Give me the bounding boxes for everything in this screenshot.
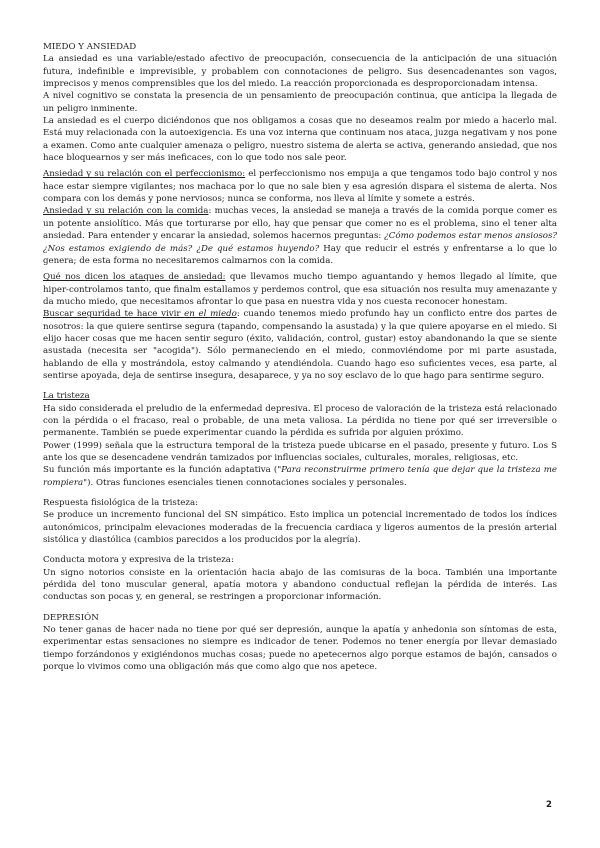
section-title-tristeza: La tristeza: [43, 391, 90, 402]
section-title-conducta-motora: Conducta motora y expresiva de la tristeza:: [43, 555, 234, 566]
paragraph: Power (1999) señala que la estructura temporal de la tristeza puede ubicarse en el pasado, presente y futuro. Los S ante los que se desencadene vendrán tamizados por influencias sociales, culturales, morales, religiosas, etc.: [43, 440, 557, 463]
section-title-respuesta-fisiologica: Respuesta fisiológica de la tristeza:: [43, 498, 199, 509]
page-number: 2: [546, 800, 552, 810]
paragraph: Un signo notorios consiste en la orientación hacia abajo de las comisuras de la boca. También una importante pérdida del tono muscular general, apatía motora y abandono conductual reflejan la pérdida de interés. Las conductas son pocas y, en general, se restringen a proporcionar información.: [43, 567, 557, 603]
paragraph: Se produce un incremento funcional del SN simpático. Esto implica un potencial incrementado de todos los índices autonómicos, principalm elevaciones moderadas de la frecuencia cardiaca y ligeros aumentos de la presión arterial sistólica y diastólica (cambios parecidos a los producidos por la alegría).: [43, 510, 557, 546]
paragraph-ataques: Qué nos dicen los ataques de ansiedad: que llevamos mucho tiempo aguantando y hemos llegado al límite, que hiper-controlamos tanto, que finalm estallamos y perdemos control, que esa situación nos resulta muy amenazante y da mucho miedo, que necesitamos afrontar lo que pasa en nuestra vida y nos cuesta reconocer honestam.: [43, 272, 557, 307]
paragraph: Su función más importante es la función adaptativa ("Para reconstruirme primero tenía que dejar que la tristeza me rompiera"). Otras funciones esenciales tienen connotaciones sociales y personales.: [43, 465, 557, 488]
subheading-perfeccionismo: Ansiedad y su relación con el perfeccionismo:: [43, 169, 246, 180]
paragraph: La ansiedad es el cuerpo diciéndonos que nos obligamos a cosas que no deseamos realm por miedo a hacerlo mal. Está muy relacionada con la autoexigencia. Es una voz interna que continuam nos ataca, juzga negativam y nos pone a examen. Como ante cualquier amenaza o peligro, nuestro sistema de alerta se activa, generando ansiedad, que nos hace bloquearnos y ser más ineficaces, con lo que todo nos sale peor.: [43, 116, 557, 164]
paragraph: La ansiedad es una variable/estado afectivo de preocupación, consecuencia de la anticipación de una situación futura, indefinible e imprevisible, y probablem con connotaciones de peligro. Sus desencadenantes son vagos, imprecisos y menos comprensibles que los del miedo. La reacción proporcionada es desproporcionadam intensa.: [43, 54, 557, 90]
subheading-ataques: Qué nos dicen los ataques de ansiedad:: [43, 272, 226, 283]
document-page: [43, 41, 557, 674]
paragraph: Ha sido considerada el preludio de la enfermedad depresiva. El proceso de valoración de la tristeza está relacionado con la pérdida o el fracaso, real o probable, de una meta valiosa. La pérdida no tiene por qué ser irreversible o permanente. También se puede experimentar cuando la pérdida es sufrida por alguien próximo.: [43, 403, 557, 439]
paragraph-perfeccionismo: Ansiedad y su relación con el perfeccionismo: el perfeccionismo nos empuja a que tengamos todo bajo control y nos hace estar siempre vigilantes; nos machaca por lo que no sale bien y esa agresión dispara el sistema de alerta. Nos compara con los demás y pone nerviosos; nunca se conforma, nos lleva al límite y somete a estrés.: [43, 169, 557, 205]
paragraph-comida: Ansiedad y su relación con la comida: muchas veces, la ansiedad se maneja a través de la comida porque comer es un potente ansiolítico. Más que torturarse por ello, hay que pensar que comer no es el problema, sino el tener alta ansiedad. Para entender y encarar la ansiedad, solemos hacernos preguntas: ¿Cómo podemos estar menos ansiosos? ¿Nos estamos exigiendo de más? ¿De qué estamos huyendo? Hay que reducir el estrés y enfrentarse a lo que lo genera; de esta forma no necesitaremos calmarnos con la comida.: [43, 206, 558, 266]
section-title-miedo-ansiedad: MIEDO Y ANSIEDAD: [43, 42, 137, 52]
section-title-depresion: DEPRESIÓN: [43, 612, 99, 623]
paragraph: No tener ganas de hacer nada no tiene por qué ser depresión, aunque la apatía y anhedonia son síntomas de esta, experimentar estas sensaciones no siempre es indicador de tener. Podemos no tener energía por llevar demasiado tiempo forzándonos y exigiéndonos muchas cosas; puede no apetecernos algo porque estamos de bajón, cansados o porque lo vivimos como una obligación más que como algo que nos apetece.: [43, 625, 557, 673]
paragraph-seguridad: Buscar seguridad te hace vivir en el miedo: cuando tenemos miedo profundo hay un conflicto entre dos partes de nosotros: la que quiere sentirse segura (tapando, compensando la asustada) y la que quiere apoyarse en el miedo. Si elijo hacer cosas que me hacen sentir seguro (éxito, validación, control, gustar) estoy abandonando la que se siente asustada (necesita ser "acogida"). Sólo permaneciendo en el miedo, conmoviéndome por mi parte asustada, hablando de ella y mostrándola, estoy calmando y atendiéndola. Cuando hago eso suficientes veces, esa parte, al sentirse apoyada, deja de sentirse insegura, desaparece, y ya no soy esclavo de lo que hago para sentirme seguro.: [43, 309, 558, 381]
subheading-comida: Ansiedad y su relación con la comida: [43, 206, 209, 217]
paragraph: A nivel cognitivo se constata la presencia de un pensamiento de preocupación continua, que anticipa la llegada de un peligro inminente.: [43, 91, 557, 114]
subheading-seguridad: Buscar seguridad te hace vivir en el miedo: [43, 309, 237, 320]
